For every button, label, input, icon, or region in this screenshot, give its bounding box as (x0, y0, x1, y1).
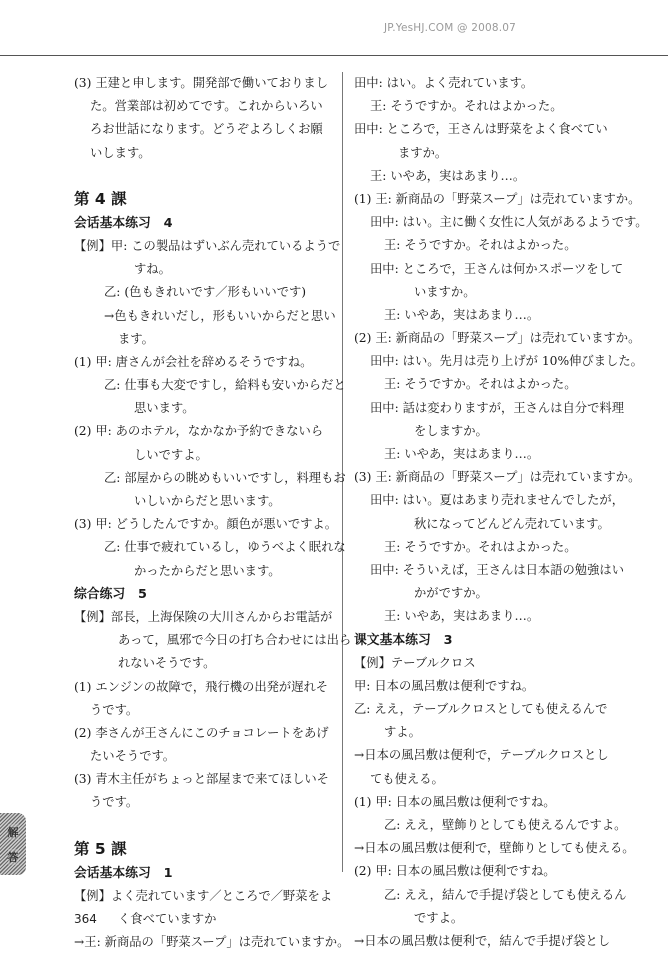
text-line: ます。 (118, 331, 154, 346)
lesson-heading: 第 5 課 (74, 839, 127, 858)
text-line: すね。 (134, 262, 171, 277)
text-line: 王: そうですか。それはよかった。 (370, 99, 563, 114)
text-line: 【例】甲: この製品はずいぶん売れているようで (74, 238, 341, 253)
text-line: かがですか。 (414, 586, 488, 601)
page-number: 364 (74, 912, 97, 926)
text-line: →色もきれいだし，形もいいからだと思い (104, 308, 336, 323)
side-tab-char: 解 (7, 825, 19, 839)
spacer (74, 165, 336, 187)
text-line: しいですよ。 (134, 447, 208, 462)
text-line: 田中: そういえば，王さんは日本語の勉強はい (370, 562, 624, 577)
section-heading: 综合练习 5 (74, 586, 147, 602)
text-line: (1) 甲: 唐さんが会社を辞めるそうですね。 (74, 354, 313, 369)
text-line: 王: そうですか。それはよかった。 (384, 539, 577, 554)
section-heading: 课文基本练习 3 (354, 632, 453, 648)
text-line: た。営業部は初めてです。これからいろい (90, 99, 323, 114)
text-line: 乙: ええ，テーブルクロスとしても使えるんで (354, 702, 608, 717)
text-line: (3) 王建と申します。開発部で働いておりまし (74, 76, 328, 90)
text-line: 王: そうですか。それはよかった。 (384, 238, 577, 253)
text-line: 甲: 日本の風呂敷は便利ですね。 (354, 678, 535, 693)
appendix-side-tab (0, 813, 26, 875)
text-line: いますか。 (414, 284, 476, 299)
text-line: ろお世話になります。どうぞよろしくお願 (90, 122, 323, 137)
watermark: JP.YesHJ.COM @ 2008.07 (384, 22, 517, 34)
text-line: 田中: はい。先月は売り上げが 10%伸びました。 (370, 354, 643, 369)
text-line: 乙: 部屋からの眺めもいいですし，料理もお (104, 470, 346, 485)
text-line: (2) 甲: あのホテル，なかなか予約できないら (74, 424, 324, 439)
text-line: 田中: ところで，王さんは野菜をよく食べてい (354, 122, 608, 137)
text-line: (2) 甲: 日本の風呂敷は便利ですね。 (354, 864, 556, 879)
lesson-heading: 第 4 課 (74, 189, 127, 208)
text-line: すよ。 (384, 725, 421, 740)
text-line: 田中: はい。夏はあまり売れませんでしたが， (370, 493, 624, 508)
text-line: 田中: 話は変わりますが，王さんは自分で料理 (370, 400, 624, 415)
text-line: →日本の風呂敷は便利で，テーブルクロスとし (354, 748, 609, 763)
text-line: 秋になってどんどん売れています。 (414, 516, 610, 531)
section-heading: 会话基本练习 1 (74, 865, 173, 881)
right-column (354, 72, 646, 953)
text-line: 王: いやあ，実はあまり…。 (384, 609, 540, 624)
text-line: (1) 王: 新商品の「野菜スープ」は売れていますか。 (354, 191, 641, 206)
text-line: く食べていますか (118, 912, 217, 926)
text-line: 田中: はい。よく売れています。 (354, 76, 534, 90)
text-line: うです。 (90, 702, 139, 717)
text-line: 乙: ええ，壁飾りとしても使えるんですよ。 (384, 818, 627, 832)
text-line: 乙: (色もきれいです／形もいいです) (104, 285, 307, 300)
left-column (74, 72, 352, 954)
text-line: (1) 甲: 日本の風呂敷は便利ですね。 (354, 794, 556, 809)
text-line: (3) 青木主任がちょっと部屋まで来てほしいそ (74, 772, 329, 787)
text-line: 王: そうですか。それはよかった。 (384, 377, 577, 392)
text-line: うです。 (90, 795, 139, 810)
text-line: 【例】部長，上海保険の大川さんからお電話が (74, 609, 333, 624)
text-line: ても使える。 (370, 771, 444, 786)
text-line: (2) 李さんが王さんにこのチョコレートをあげ (74, 725, 329, 740)
text-line: いします。 (90, 145, 151, 160)
text-line: あって，風邪で今日の打ち合わせには出ら (118, 633, 352, 648)
text-line: れないそうです。 (118, 656, 216, 671)
text-line: 王: いやあ，実はあまり…。 (384, 307, 540, 322)
text-line: →日本の風呂敷は便利で，結んで手提げ袋とし (354, 933, 610, 948)
side-tab-char: 答 (7, 850, 19, 864)
text-line: 田中: はい。主に働く女性に人気があるようです。 (370, 215, 648, 230)
text-line: →王: 新商品の「野菜スープ」は売れていますか。 (74, 935, 350, 950)
text-line: 思います。 (134, 401, 195, 416)
text-line: 王: いやあ，実はあまり…。 (370, 168, 526, 183)
text-line: 乙: 仕事も大変ですし，給料も安いからだと (104, 378, 346, 393)
text-line: (3) 王: 新商品の「野菜スープ」は売れていますか。 (354, 470, 641, 485)
text-line: 【例】テーブルクロス (354, 655, 476, 670)
header-rule (0, 55, 668, 56)
text-line: →日本の風呂敷は便利で，壁飾りとしても使える。 (354, 841, 635, 856)
text-line: ますか。 (398, 145, 448, 160)
text-line: (3) 甲: どうしたんですか。顔色が悪いですよ。 (74, 517, 338, 532)
text-line: 乙: ええ，結んで手提げ袋としても使えるん (384, 887, 627, 902)
text-line: (2) 王: 新商品の「野菜スープ」は売れていますか。 (354, 331, 641, 346)
text-line: いしいからだと思います。 (134, 494, 281, 508)
text-line: 王: いやあ，実はあまり…。 (384, 447, 540, 461)
text-line: 【例】よく売れています／ところで／野菜をよ (74, 888, 333, 903)
text-line: ですよ。 (414, 910, 464, 925)
text-line: 田中: ところで，王さんは何かスポーツをして (370, 261, 624, 276)
text-line: 乙: 仕事で疲れているし，ゆうべよく眠れな (104, 540, 346, 555)
text-line: かったからだと思います。 (134, 563, 281, 578)
spacer (74, 815, 336, 837)
text-line: (1) エンジンの故障で，飛行機の出発が遅れそ (74, 679, 329, 694)
text-line: をしますか。 (414, 423, 488, 438)
section-heading: 会话基本练习 4 (74, 215, 173, 231)
text-line: たいそうです。 (90, 749, 176, 764)
